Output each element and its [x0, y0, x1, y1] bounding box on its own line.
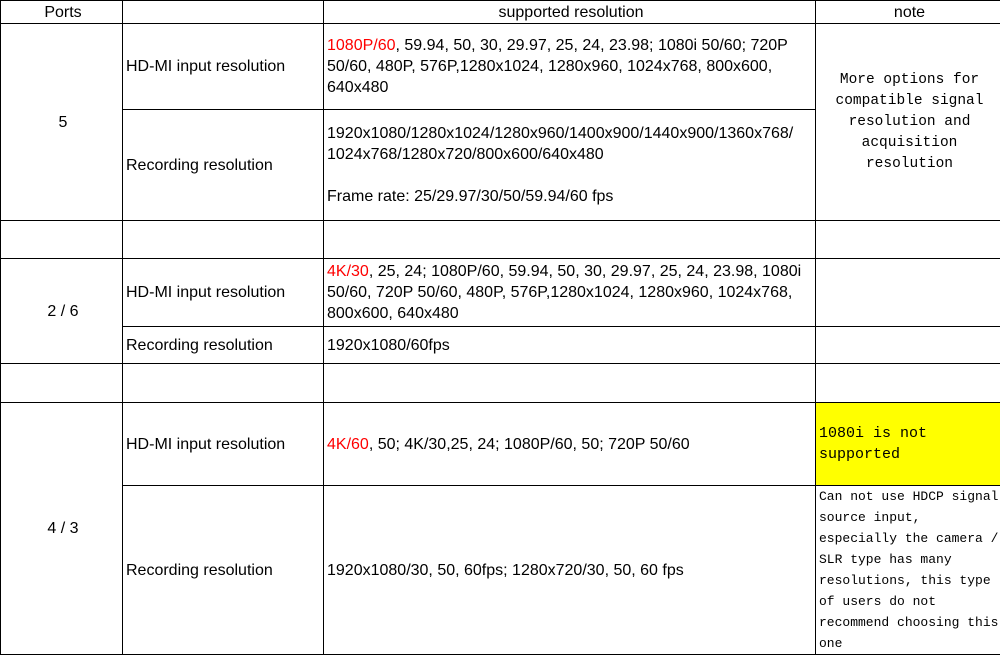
supported-resolution-header: supported resolution: [324, 1, 816, 24]
row-label: Recording resolution: [123, 327, 324, 364]
table-row: [1, 259, 1000, 327]
table-row: [1, 24, 1000, 110]
ports-header: Ports: [1, 1, 123, 24]
empty-cell: [324, 221, 816, 259]
empty-row: [1, 221, 1000, 259]
empty-row: [1, 364, 1000, 403]
empty-cell: [816, 364, 1000, 403]
recording-resolution-line: 1024x768/1280x720/800x600/640x480: [327, 144, 815, 165]
empty-cell: [324, 364, 816, 403]
resolution-list: , 59.94, 50, 30, 29.97, 25, 24, 23.98; 1080i 50/60; 720P 50/60, 480P, 576P,1280x1024, 1280x960, 1024x768, 800x600, 640x480: [327, 37, 788, 96]
row-label: HD-MI input resolution: [123, 259, 324, 327]
spacer: [327, 165, 815, 186]
header-row: [1, 1, 1000, 24]
hdmi-resolution-cell: [324, 24, 816, 110]
recording-resolution-line: 1920x1080/1280x1024/1280x960/1400x900/1440x900/1360x768/: [327, 123, 815, 144]
resolution-list: , 50; 4K/30,25, 24; 1080P/60, 50; 720P 50/60: [369, 436, 690, 453]
row-label: Recording resolution: [123, 110, 324, 221]
highlight-resolution: 4K/30: [327, 263, 369, 280]
highlight-resolution: 4K/60: [327, 436, 369, 453]
label-header: [123, 1, 324, 24]
port-cell: 2 / 6: [1, 259, 123, 364]
empty-cell: [1, 221, 123, 259]
note-header: note: [816, 1, 1000, 24]
row-label: HD-MI input resolution: [123, 24, 324, 110]
port-cell: 4 / 3: [1, 403, 123, 655]
frame-rate-line: Frame rate: 25/29.97/30/50/59.94/60 fps: [327, 186, 815, 207]
note-cell: More options for compatible signal resolution and acquisition resolution: [816, 24, 1000, 221]
highlight-resolution: 1080P/60: [327, 37, 396, 54]
resolution-list: , 25, 24; 1080P/60, 59.94, 50, 30, 29.97, 25, 24, 23.98, 1080i 50/60, 720P 50/60, 480P, 576P,1280x1024, 1280x960, 1024x768, 800x600, 640x480: [327, 263, 801, 322]
recording-resolution-cell: 1920x1080/60fps: [324, 327, 816, 364]
table-row: [1, 403, 1000, 486]
hdmi-resolution-cell: [324, 403, 816, 486]
note-cell: [816, 259, 1000, 327]
empty-cell: [123, 221, 324, 259]
note-cell-highlighted: 1080i is not supported: [816, 403, 1000, 486]
row-label: Recording resolution: [123, 486, 324, 655]
table-row: [1, 486, 1000, 655]
empty-cell: [123, 364, 324, 403]
empty-cell: [1, 364, 123, 403]
empty-cell: [816, 221, 1000, 259]
recording-resolution-cell: [324, 110, 816, 221]
note-cell: [816, 327, 1000, 364]
hdmi-resolution-cell: [324, 259, 816, 327]
note-cell: Can not use HDCP signal source input, especially the camera / SLR type has many resolutions, this type of users do not recommend choosing this one: [816, 486, 1000, 655]
row-label: HD-MI input resolution: [123, 403, 324, 486]
recording-resolution-cell: 1920x1080/30, 50, 60fps; 1280x720/30, 50, 60 fps: [324, 486, 816, 655]
table-row: [1, 327, 1000, 364]
port-cell: 5: [1, 24, 123, 221]
